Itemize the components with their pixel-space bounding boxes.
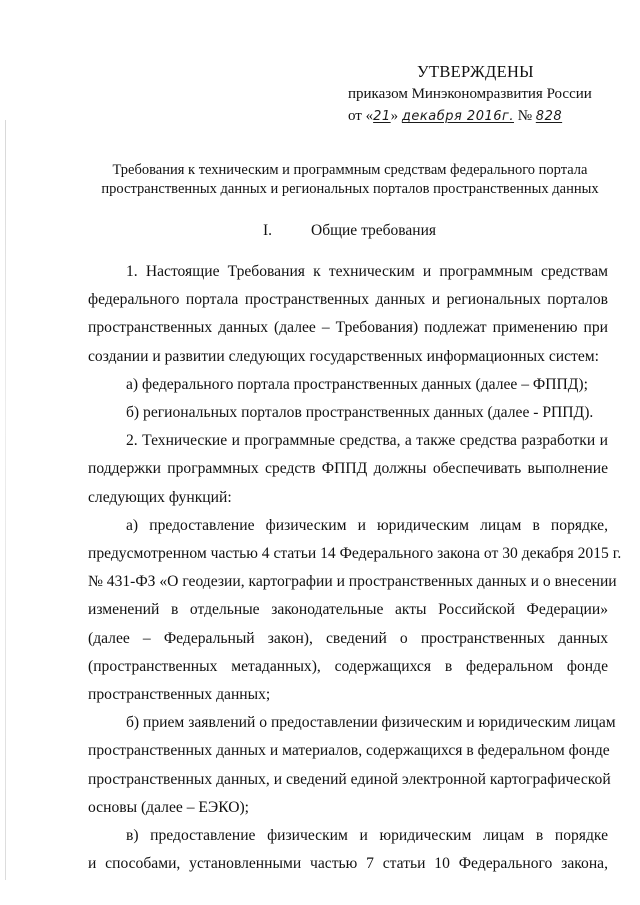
text-line: а) федерального портала пространственных данных (далее – ФППД); (126, 375, 588, 393)
paragraph (88, 258, 608, 371)
paragraph (88, 371, 608, 399)
paragraph (88, 512, 622, 709)
text-line: (пространственных метаданных), содержащихся в федеральном фонде (88, 657, 608, 675)
text-line: создании и развитии следующих государственных информационных систем: (88, 347, 599, 365)
approval-order: приказом Минэкономразвития России (348, 86, 592, 102)
text-line: б) региональных порталов пространственных данных (далее - РППД). (126, 404, 594, 422)
number-label: № (517, 108, 533, 124)
title-line: пространственных данных и региональных порталов пространственных данных (101, 181, 599, 197)
text-line: и способами, установленными частью 7 статьи 10 Федерального закона, (88, 855, 608, 873)
text-line: № 431-ФЗ «О геодезии, картографии и пространственных данных и о внесении (88, 573, 617, 591)
scan-edge (5, 120, 6, 880)
text-line: пространственных данных (далее – Требования) подлежат применению при (88, 319, 608, 337)
text-line: поддержки программных средств ФППД должны обеспечивать выполнение (88, 460, 608, 478)
handwritten-number: 828 (535, 109, 563, 124)
section-title: Общие требования (311, 222, 437, 239)
text-line: пространственных данных; (88, 686, 271, 704)
handwritten-day: 21 (373, 109, 391, 124)
document-body (88, 258, 622, 878)
text-line: б) прием заявлений о предоставлении физическим и юридическим лицам (126, 714, 616, 732)
paragraph (88, 822, 608, 878)
section-number: I. (263, 222, 273, 239)
section-heading (263, 222, 436, 240)
text-line: (далее – Федеральный закон), сведений о пространственных данных (88, 629, 608, 647)
text-line: пространственных данных, и сведений единой электронной картографической (88, 770, 611, 788)
handwritten-month-year: декабря 2016г. (401, 109, 514, 124)
date-prefix: от « (348, 108, 374, 124)
date-mid: » (390, 108, 399, 124)
text-line: а) предоставление физическим и юридическим лицам в порядке, (126, 516, 608, 534)
text-line: основы (далее – ЕЭКО); (88, 798, 250, 816)
approval-title: УТВЕРЖДЕНЫ (417, 62, 534, 81)
document-title (80, 161, 620, 199)
text-line: изменений в отдельные законодательные акты Российской Федерации» (88, 601, 608, 619)
text-line: 2. Технические и программные средства, а также средства разработки и (126, 432, 608, 450)
paragraph (88, 399, 608, 427)
text-line: в) предоставление физическим и юридическим лицам в порядке (126, 827, 608, 845)
text-line: 1. Настоящие Требования к техническим и программным средствам (126, 263, 608, 280)
paragraph (88, 709, 616, 822)
text-line: федерального портала пространственных данных и региональных порталов (88, 291, 608, 309)
paragraph (88, 427, 608, 512)
text-line: пространственных данных и материалов, содержащихся в федеральном фонде (88, 742, 610, 760)
text-line: следующих функций: (88, 488, 232, 506)
text-line: предусмотренном частью 4 статьи 14 Федерального закона от 30 декабря 2015 г. (88, 545, 622, 563)
approval-date-line (348, 108, 562, 125)
title-line: Требования к техническим и программным средствам федерального портала (112, 162, 588, 178)
